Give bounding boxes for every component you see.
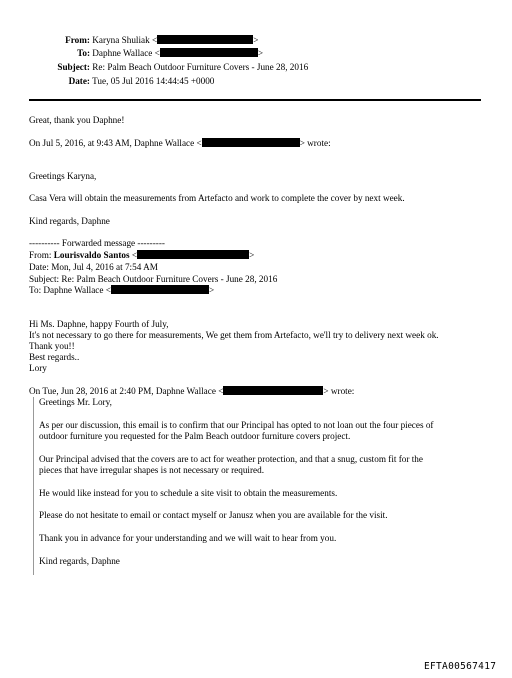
header-divider — [29, 99, 481, 101]
quoted-p3: He would like instead for you to schedule a site visit to obtain the measurements. — [39, 488, 338, 498]
attribution-text: On Tue, Jun 28, 2016 at 2:40 PM, Daphne Wallace < — [29, 386, 224, 396]
subject-label: Subject: — [57, 62, 90, 72]
forward-to-label: To: Daphne Wallace < — [29, 285, 111, 295]
daphne-greeting: Greetings Karyna, — [29, 171, 97, 181]
document-id: EFTA00567417 — [424, 661, 497, 672]
lory-line-3: Thank you!! — [29, 341, 75, 351]
lory-line-2: It's not necessary to go there for measurements, We get them from Artefacto, we'll try to delivery next week ok. — [29, 330, 439, 340]
header-subject-row — [30, 62, 308, 72]
daphne-body: Casa Vera will obtain the measurements from Artefacto and work to complete the cover by next week. — [29, 193, 405, 203]
forward-divider: ---------- Forwarded message --------- — [29, 238, 165, 248]
quoted-p1-line1: As per our discussion, this email is to confirm that our Principal has opted to not loan out the four pieces of — [39, 420, 434, 430]
attribution-suffix: > wrote: — [299, 138, 331, 148]
redaction-bar — [223, 386, 323, 395]
bracket: > — [249, 250, 255, 260]
redaction-bar — [160, 48, 258, 57]
from-label: From: — [65, 35, 90, 45]
quoted-p4: Please do not hesitate to email or contact myself or Janusz when you are available for the visit. — [39, 510, 388, 520]
redaction-bar — [111, 285, 209, 294]
quoted-p5: Thank you in advance for your understanding and we will wait to hear from you. — [39, 533, 337, 543]
header-from-row — [30, 35, 258, 45]
quoted-p1-line2: outdoor furniture you requested for the Palm Beach outdoor furniture covers project. — [39, 431, 351, 441]
quoted-p2-line1: Our Principal advised that the covers are to act for weather protection, and that a snug, custom fit for the — [39, 454, 423, 464]
subject-value: Re: Palm Beach Outdoor Furniture Covers - June 28, 2016 — [92, 62, 309, 72]
redaction-bar — [157, 35, 253, 44]
attribution-text: On Jul 5, 2016, at 9:43 AM, Daphne Wallace < — [29, 138, 202, 148]
quoted-attribution — [29, 386, 354, 396]
forward-date: Date: Mon, Jul 4, 2016 at 7:54 AM — [29, 262, 158, 272]
attribution-suffix: > wrote: — [323, 386, 355, 396]
date-label: Date: — [68, 76, 90, 86]
quoted-greeting: Greetings Mr. Lory, — [39, 397, 112, 407]
from-value: Karyna Shuliak < — [92, 35, 158, 45]
date-value: Tue, 05 Jul 2016 14:44:45 +0000 — [92, 76, 215, 86]
redaction-bar — [202, 138, 300, 147]
bracket: > — [208, 285, 215, 295]
reply-attribution — [29, 138, 331, 148]
daphne-signoff: Kind regards, Daphne — [29, 216, 110, 226]
quoted-signoff: Kind regards, Daphne — [39, 556, 120, 566]
header-to-row — [30, 48, 263, 58]
lory-line-4: Best regards.. — [29, 352, 80, 362]
forward-to — [29, 285, 214, 295]
forward-subject: Subject: Re: Palm Beach Outdoor Furniture Covers - June 28, 2016 — [29, 274, 278, 284]
bracket: > — [257, 48, 264, 58]
forward-from-name: Lourisvaldo Santos — [53, 250, 130, 260]
lory-line-5: Lory — [29, 363, 47, 373]
forward-from-label: From: — [29, 250, 54, 260]
to-label: To: — [77, 48, 90, 58]
lory-line-1: Hi Ms. Daphne, happy Fourth of July, — [29, 319, 169, 329]
header-date-row — [30, 76, 214, 86]
bracket: > — [253, 35, 259, 45]
quoted-p2-line2: pieces that have irregular shapes is not necessary or required. — [39, 465, 265, 475]
forward-from-bracket: < — [129, 250, 138, 260]
forward-from — [29, 250, 254, 260]
reply-line: Great, thank you Daphne! — [29, 115, 125, 125]
redaction-bar — [137, 250, 249, 259]
to-value: Daphne Wallace < — [92, 48, 160, 58]
quote-bar — [33, 397, 34, 575]
